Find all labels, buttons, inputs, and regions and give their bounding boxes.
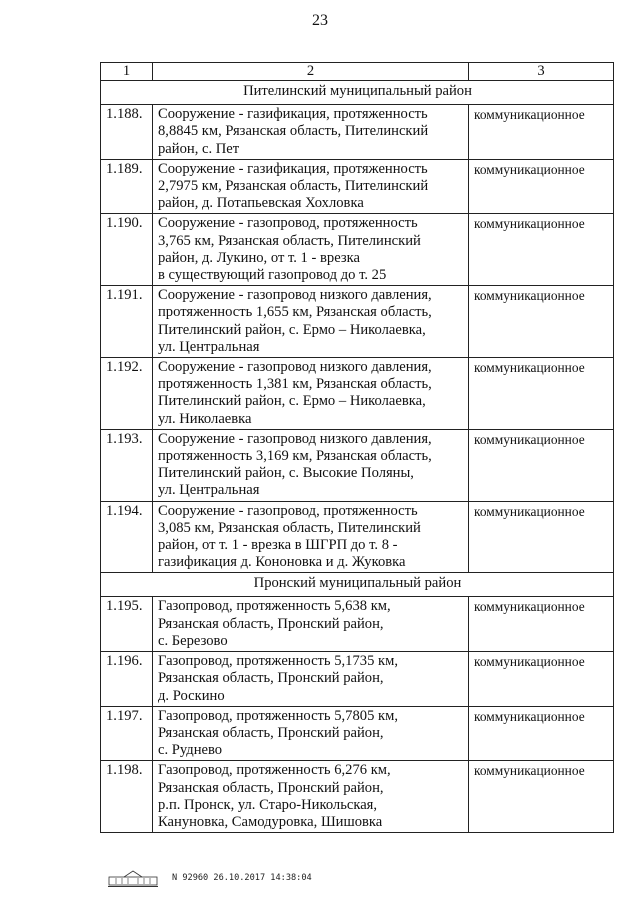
description-line: протяженность 3,169 км, Рязанская область, bbox=[158, 448, 432, 465]
registry-stamp-icon bbox=[108, 868, 158, 888]
section-header-row bbox=[101, 573, 614, 597]
description-line: р.п. Пронск, ул. Старо-Никольская, bbox=[158, 796, 378, 813]
description-line: Сооружение - газопровод, протяженность bbox=[158, 215, 418, 232]
description-line: 8,8845 км, Рязанская область, Пителинский bbox=[158, 123, 429, 140]
description-line: Рязанская область, Пронский район, bbox=[158, 779, 384, 796]
table-row bbox=[101, 501, 614, 573]
description-line: Кануновка, Самодуровка, Шишовка bbox=[158, 813, 383, 830]
table-header-row bbox=[101, 63, 614, 81]
description-line: Газопровод, протяженность 6,276 км, bbox=[158, 762, 391, 779]
object-kind: коммуникационное bbox=[469, 159, 614, 214]
description-line: в существующий газопровод до т. 25 bbox=[158, 267, 387, 284]
row-number: 1.198. bbox=[101, 761, 153, 833]
description-line: протяженность 1,381 км, Рязанская область, bbox=[158, 376, 432, 393]
description-line: Сооружение - газопровод низкого давления, bbox=[158, 287, 432, 304]
description-line: с. Березово bbox=[158, 632, 228, 649]
object-description bbox=[153, 597, 469, 652]
page-number: 23 bbox=[312, 12, 328, 29]
description-line: Газопровод, протяженность 5,1735 км, bbox=[158, 653, 398, 670]
section-title: Пителинский муниципальный район bbox=[101, 81, 614, 105]
description-line: д. Роскино bbox=[158, 687, 225, 704]
description-line: с. Руднево bbox=[158, 742, 223, 759]
description-line: Пителинский район, с. Ермо – Николаевка, bbox=[158, 321, 426, 338]
object-description bbox=[153, 429, 469, 501]
document-registration-stamp: N 92960 26.10.2017 14:38:04 bbox=[172, 873, 312, 883]
row-number: 1.192. bbox=[101, 358, 153, 430]
registry-table bbox=[100, 62, 614, 833]
description-line: ул. Центральная bbox=[158, 482, 260, 499]
object-description bbox=[153, 706, 469, 761]
object-kind: коммуникационное bbox=[469, 706, 614, 761]
object-description bbox=[153, 214, 469, 286]
description-line: 2,7975 км, Рязанская область, Пителинский bbox=[158, 178, 429, 195]
description-line: Пителинский район, с. Высокие Поляны, bbox=[158, 465, 414, 482]
row-number: 1.191. bbox=[101, 286, 153, 358]
object-kind: коммуникационное bbox=[469, 214, 614, 286]
row-number: 1.196. bbox=[101, 652, 153, 707]
row-number: 1.193. bbox=[101, 429, 153, 501]
description-line: Сооружение - газификация, протяженность bbox=[158, 106, 428, 123]
object-description bbox=[153, 286, 469, 358]
object-kind: коммуникационное bbox=[469, 652, 614, 707]
row-number: 1.197. bbox=[101, 706, 153, 761]
description-line: Сооружение - газификация, протяженность bbox=[158, 160, 428, 177]
object-kind: коммуникационное bbox=[469, 358, 614, 430]
description-line: район, д. Потапьевская Хохловка bbox=[158, 195, 364, 212]
table-row bbox=[101, 159, 614, 214]
description-line: Рязанская область, Пронский район, bbox=[158, 670, 384, 687]
header-col-1: 1 bbox=[101, 63, 153, 81]
header-col-3: 3 bbox=[469, 63, 614, 81]
table-row bbox=[101, 761, 614, 833]
description-line: район, д. Лукино, от т. 1 - врезка bbox=[158, 249, 360, 266]
object-kind: коммуникационное bbox=[469, 429, 614, 501]
section-title: Пронский муниципальный район bbox=[101, 573, 614, 597]
row-number: 1.189. bbox=[101, 159, 153, 214]
description-line: ул. Центральная bbox=[158, 338, 260, 355]
document-footer bbox=[108, 868, 408, 892]
table-row bbox=[101, 286, 614, 358]
description-line: район, от т. 1 - врезка в ШГРП до т. 8 - bbox=[158, 537, 398, 554]
table-row bbox=[101, 358, 614, 430]
row-number: 1.195. bbox=[101, 597, 153, 652]
description-line: протяженность 1,655 км, Рязанская область, bbox=[158, 304, 432, 321]
description-line: район, с. Пет bbox=[158, 140, 240, 157]
object-kind: коммуникационное bbox=[469, 501, 614, 573]
row-number: 1.188. bbox=[101, 105, 153, 160]
description-line: Сооружение - газопровод, протяженность bbox=[158, 502, 418, 519]
table-row bbox=[101, 214, 614, 286]
table-row bbox=[101, 429, 614, 501]
description-line: Рязанская область, Пронский район, bbox=[158, 724, 384, 741]
table-row bbox=[101, 597, 614, 652]
description-line: 3,085 км, Рязанская область, Пителинский bbox=[158, 519, 421, 536]
table-row bbox=[101, 652, 614, 707]
object-description bbox=[153, 761, 469, 833]
registry-table-body bbox=[101, 63, 614, 833]
description-line: 3,765 км, Рязанская область, Пителинский bbox=[158, 232, 421, 249]
description-line: Газопровод, протяженность 5,7805 км, bbox=[158, 707, 398, 724]
header-col-2: 2 bbox=[153, 63, 469, 81]
row-number: 1.194. bbox=[101, 501, 153, 573]
row-number: 1.190. bbox=[101, 214, 153, 286]
description-line: Рязанская область, Пронский район, bbox=[158, 615, 384, 632]
object-kind: коммуникационное bbox=[469, 761, 614, 833]
object-description bbox=[153, 358, 469, 430]
object-description bbox=[153, 105, 469, 160]
object-description bbox=[153, 652, 469, 707]
description-line: ул. Николаевка bbox=[158, 410, 252, 427]
object-kind: коммуникационное bbox=[469, 286, 614, 358]
object-kind: коммуникационное bbox=[469, 105, 614, 160]
description-line: Пителинский район, с. Ермо – Николаевка, bbox=[158, 393, 426, 410]
description-line: Сооружение - газопровод низкого давления, bbox=[158, 430, 432, 447]
object-description bbox=[153, 159, 469, 214]
description-line: Газопровод, протяженность 5,638 км, bbox=[158, 598, 391, 615]
object-description bbox=[153, 501, 469, 573]
description-line: Сооружение - газопровод низкого давления, bbox=[158, 359, 432, 376]
section-header-row bbox=[101, 81, 614, 105]
table-row bbox=[101, 706, 614, 761]
object-kind: коммуникационное bbox=[469, 597, 614, 652]
table-row bbox=[101, 105, 614, 160]
description-line: газификация д. Кононовка и д. Жуковка bbox=[158, 554, 406, 571]
stamp-underline bbox=[108, 886, 158, 887]
